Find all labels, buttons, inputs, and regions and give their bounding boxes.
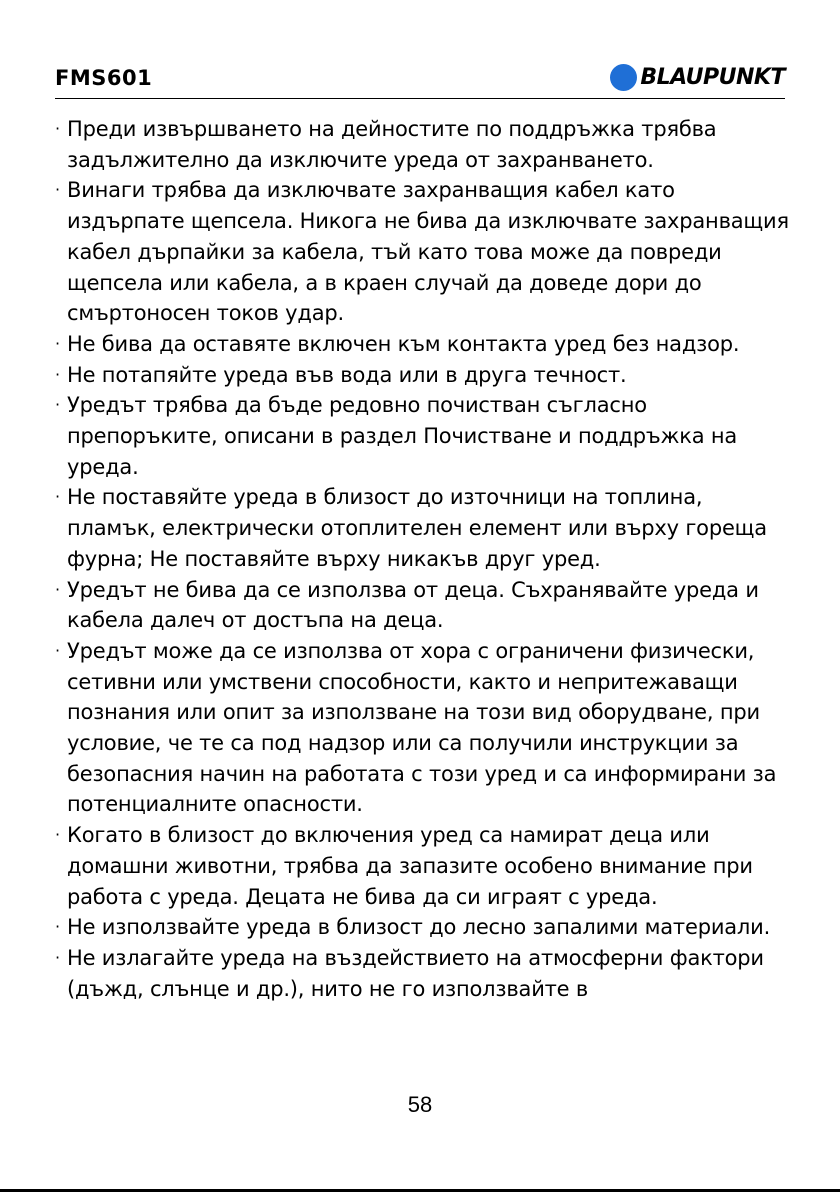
bullet-icon: · [55, 917, 60, 937]
list-item-text: Не поставяйте уреда в близост до източници на топлина, пламък, електрически отоплителен елемент или върху гореща фурна; Не поставяйте върху никакъв друг уред. [67, 485, 767, 571]
list-item-text: Не излагайте уреда на въздействието на атмосферни фактори (дъжд, слънце и др.), нито не го използвайте в [67, 945, 764, 1001]
list-item [55, 943, 790, 1004]
list-item-text: Не потапяйте уреда във вода или в друга течност. [67, 362, 627, 387]
list-item [55, 575, 790, 636]
blue-circle-icon [610, 64, 637, 91]
bullet-icon: · [55, 947, 60, 967]
list-item [55, 114, 790, 175]
list-item-text: Когато в близост до включения уред са намират деца или домашни животни, трябва да запазите особено внимание при работа с уреда. Децата не бива да си играят с уреда. [67, 823, 753, 909]
list-item [55, 482, 790, 574]
list-item-text: Уредът трябва да бъде редовно почистван съгласно препоръките, описани в раздел Почистване и поддръжка на уреда. [67, 393, 738, 479]
list-item-text: Уредът не бива да се използва от деца. Съхранявайте уреда и кабела далеч от достъпа на деца. [67, 577, 759, 633]
bullet-icon: · [55, 333, 60, 353]
bullet-icon: · [55, 364, 60, 384]
bullet-icon: · [55, 395, 60, 415]
list-item-text: Преди извършването на дейностите по поддръжка трябва задължително да изключите уреда от захранването. [67, 117, 717, 172]
brand-logo [610, 64, 785, 91]
page-header [55, 62, 785, 99]
bullet-icon: · [55, 180, 60, 200]
instruction-list [55, 114, 790, 1004]
list-item [55, 636, 790, 820]
list-item-text: Винаги трябва да изключвате захранващия кабел като издърпате щепсела. Никога не бива да изключвате захранващия кабел дърпайки за кабела, тъй като това може да повреди щепсела или кабела, а в краен случай да доведе дори до смъртоносен токов удар. [67, 178, 789, 326]
list-item-text: Не бива да оставяте включен към контакта уред без надзор. [67, 331, 740, 356]
list-item [55, 360, 790, 391]
model-number: FMS601 [55, 66, 153, 90]
list-item-text: Не използвайте уреда в близост до лесно запалими материали. [67, 915, 771, 940]
brand-name: BLAUPUNKT [640, 65, 785, 90]
list-item [55, 390, 790, 482]
bullet-icon: · [55, 119, 60, 138]
bullet-icon: · [55, 579, 60, 599]
list-item [55, 175, 790, 329]
list-item [55, 912, 790, 943]
list-item-text: Уредът може да се използва от хора с ограничени физически, сетивни или умствени способности, както и непритежаващи познания или опит за използване на този вид оборудване, при условие, че те са под надзор или са получили инструкции за безопасния начин на работата с този уред и са информирани за потенциалните опасности. [67, 638, 777, 817]
safety-instructions [55, 114, 790, 1004]
list-item [55, 329, 790, 360]
list-item [55, 820, 790, 912]
bullet-icon: · [55, 825, 60, 845]
bullet-icon: · [55, 640, 60, 660]
page-number: 58 [407, 1092, 433, 1117]
bullet-icon: · [55, 487, 60, 507]
